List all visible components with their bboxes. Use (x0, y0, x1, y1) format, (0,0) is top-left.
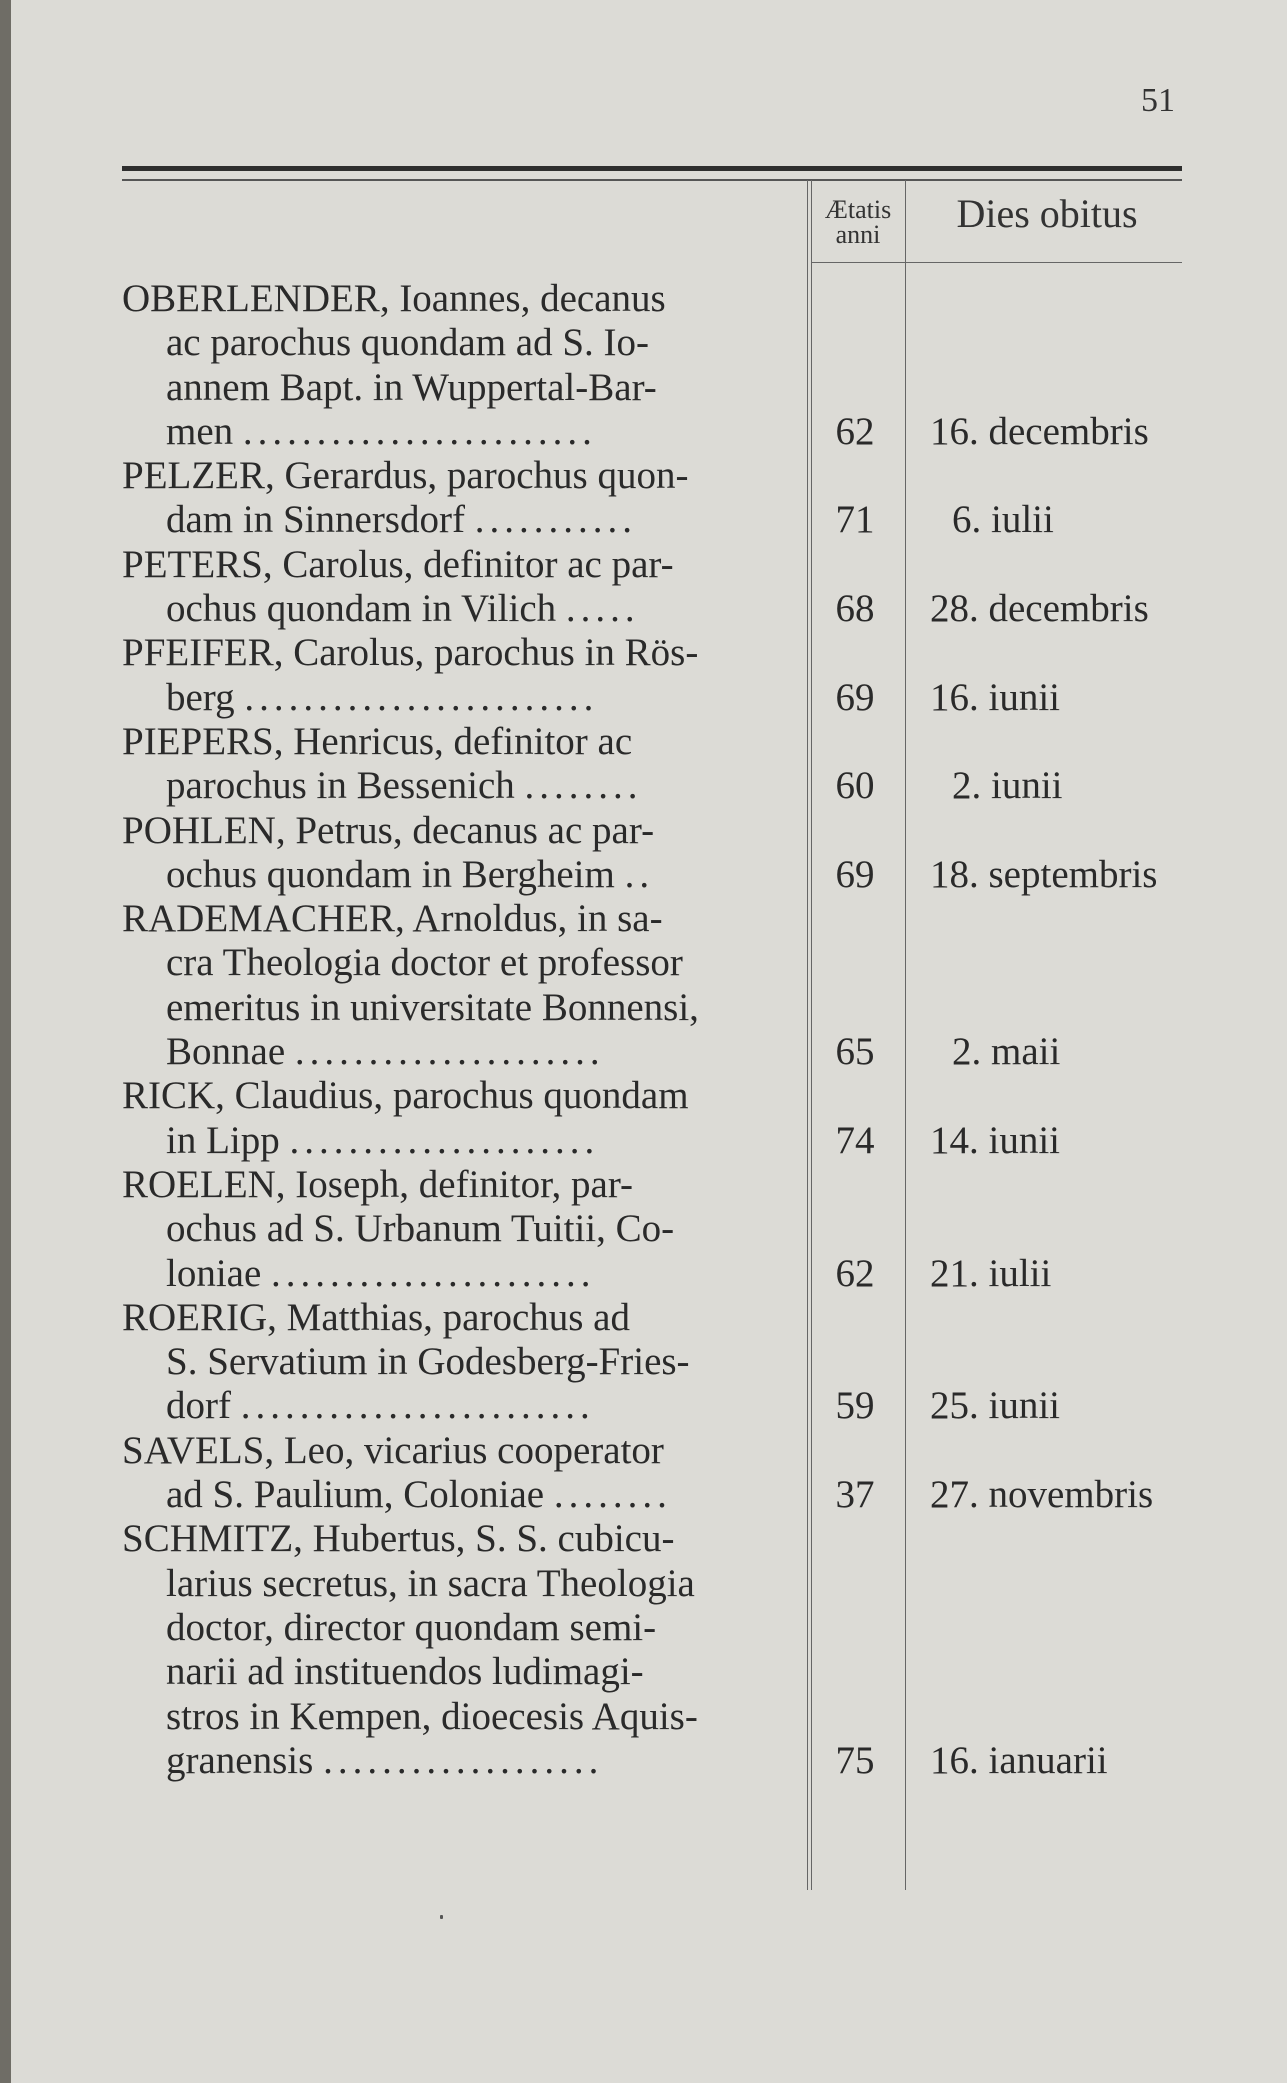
header-age-line1: Ætatis (824, 195, 892, 224)
entry-text: ac parochus quondam ad S. Io- (166, 321, 650, 365)
entry-date-of-death: 28. decembris (930, 587, 1149, 631)
dot-leader: ..................... (294, 1030, 605, 1074)
entry-name-line (122, 1429, 790, 1473)
entry-age: 69 (835, 675, 875, 719)
entry-continuation-line (122, 1473, 790, 1517)
header-date-of-death: Dies obitus (956, 191, 1138, 236)
entry-description (122, 454, 790, 543)
page-edge (0, 0, 11, 2083)
entry-age: 60 (835, 764, 875, 808)
entry-age: 62 (835, 409, 875, 453)
entry-continuation-line (122, 1340, 790, 1384)
entry-description (122, 1163, 790, 1296)
entry-continuation-line (122, 1562, 790, 1606)
entry-text: larius secretus, in sacra Theologia (166, 1561, 695, 1605)
obituary-table-body (122, 277, 1222, 1783)
dot-leader: ................... (323, 1738, 604, 1782)
entry-date-of-death: 16. ianuarii (930, 1738, 1108, 1782)
entry-age: 62 (835, 1251, 875, 1295)
entry-continuation-line (122, 321, 790, 365)
entry-description (122, 897, 790, 1074)
entry-description (122, 543, 790, 632)
entry-text: PETERS, Carolus, definitor ac par- (122, 542, 674, 586)
entry-text: stros in Kempen, dioecesis Aquis- (166, 1694, 698, 1738)
entry-continuation-line (122, 1207, 790, 1251)
dot-leader: ........................ (244, 675, 599, 719)
entry-text: PFEIFER, Carolus, parochus in Rös- (122, 631, 699, 675)
entry-text: berg (166, 675, 235, 719)
entry-text: Bonnae (166, 1030, 286, 1074)
entry-date-of-death: 6. iulii (952, 498, 1054, 542)
entry-date-of-death: 27. novembris (930, 1473, 1154, 1517)
entry-description (122, 277, 790, 454)
entry-name-line (122, 1163, 790, 1207)
page-number: 51 (1141, 82, 1175, 119)
entry-continuation-line (122, 1252, 790, 1296)
dot-leader: ........... (474, 498, 637, 542)
header-age-line2: anni (835, 220, 881, 249)
table-row (122, 1517, 1222, 1783)
entry-date-of-death: 21. iulii (930, 1251, 1052, 1295)
print-speck (440, 1915, 443, 1919)
table-row (122, 1296, 1222, 1429)
table-row (122, 631, 1222, 720)
entry-name-line (122, 543, 790, 587)
table-row (122, 1163, 1222, 1296)
entry-name-line (122, 277, 790, 321)
dot-leader: ...................... (271, 1251, 596, 1295)
entry-text: ROERIG, Matthias, parochus ad (122, 1295, 630, 1339)
entry-text: ochus ad S. Urbanum Tuitii, Co- (166, 1207, 675, 1251)
entry-age: 37 (835, 1473, 875, 1517)
dot-leader: ........................ (242, 409, 597, 453)
dot-leader: ........ (553, 1473, 672, 1517)
header-underline (812, 262, 1182, 263)
entry-text: loniae (166, 1251, 262, 1295)
entry-text: ochus quondam in Bergheim (166, 852, 615, 896)
entry-description (122, 720, 790, 809)
entry-date-of-death: 16. decembris (930, 409, 1149, 453)
entry-text: S. Servatium in Godesberg-Fries- (166, 1340, 690, 1384)
header-age (815, 197, 901, 247)
entry-date-of-death: 18. septembris (930, 852, 1158, 896)
entry-date-of-death: 2. maii (952, 1030, 1061, 1074)
entry-age: 74 (835, 1118, 875, 1162)
entry-description (122, 1429, 790, 1518)
entry-age: 65 (835, 1030, 875, 1074)
entry-text: ROELEN, Ioseph, definitor, par- (122, 1162, 634, 1206)
entry-date-of-death: 14. iunii (930, 1118, 1061, 1162)
table-row (122, 720, 1222, 809)
entry-text: ad S. Paulium, Coloniae (166, 1473, 545, 1517)
table-row (122, 277, 1222, 454)
entry-name-line (122, 720, 790, 764)
entry-text: men (166, 409, 234, 453)
entry-age: 75 (835, 1738, 875, 1782)
entry-date-of-death: 2. iunii (952, 764, 1063, 808)
entry-continuation-line (122, 853, 790, 897)
entry-text: RADEMACHER, Arnoldus, in sa- (122, 897, 663, 941)
entry-continuation-line (122, 410, 790, 454)
entry-continuation-line (122, 587, 790, 631)
dot-leader: ........................ (240, 1384, 595, 1428)
entry-continuation-line (122, 1739, 790, 1783)
entry-text: ochus quondam in Vilich (166, 587, 557, 631)
entry-continuation-line (122, 1119, 790, 1163)
entry-text: dorf (166, 1384, 231, 1428)
table-row (122, 543, 1222, 632)
entry-text: OBERLENDER, Ioannes, decanus (122, 277, 666, 320)
header-rule-thin (122, 179, 1182, 181)
entry-name-line (122, 897, 790, 941)
entry-name-line (122, 1296, 790, 1340)
entry-description (122, 1296, 790, 1429)
table-row (122, 1074, 1222, 1163)
entry-description (122, 1074, 790, 1163)
entry-name-line (122, 1074, 790, 1118)
entry-age: 59 (835, 1384, 875, 1428)
entry-name-line (122, 1517, 790, 1561)
entry-text: SCHMITZ, Hubertus, S. S. cubicu- (122, 1517, 675, 1561)
entry-continuation-line (122, 498, 790, 542)
entry-text: parochus in Bessenich (166, 764, 515, 808)
entry-date-of-death: 16. iunii (930, 675, 1061, 719)
entry-continuation-line (122, 1695, 790, 1739)
entry-name-line (122, 631, 790, 675)
entry-text: PIEPERS, Henricus, definitor ac (122, 719, 633, 763)
entry-text: doctor, director quondam semi- (166, 1605, 657, 1649)
entry-age: 71 (835, 498, 875, 542)
dot-leader: ........ (524, 764, 643, 808)
entry-name-line (122, 454, 790, 498)
entry-age: 69 (835, 852, 875, 896)
entry-text: PELZER, Gerardus, parochus quon- (122, 454, 689, 498)
entry-continuation-line (122, 764, 790, 808)
header-rule-thick (122, 166, 1182, 171)
entry-continuation-line (122, 1384, 790, 1428)
entry-text: cra Theologia doctor et professor (166, 941, 683, 985)
entry-name-line (122, 809, 790, 853)
dot-leader: ..... (565, 587, 640, 631)
dot-leader: .. (624, 852, 655, 896)
entry-continuation-line (122, 1650, 790, 1694)
table-row (122, 1429, 1222, 1518)
entry-text: narii ad instituendos ludimagi- (166, 1650, 644, 1694)
entry-text: SAVELS, Leo, vicarius cooperator (122, 1428, 664, 1472)
entry-continuation-line (122, 676, 790, 720)
entry-date-of-death: 25. iunii (930, 1384, 1061, 1428)
entry-text: granensis (166, 1738, 314, 1782)
table-row (122, 454, 1222, 543)
entry-text: RICK, Claudius, parochus quondam (122, 1074, 689, 1118)
entry-text: dam in Sinnersdorf (166, 498, 465, 542)
entry-text: in Lipp (166, 1118, 280, 1162)
entry-continuation-line (122, 1030, 790, 1074)
entry-continuation-line (122, 366, 790, 410)
entry-description (122, 631, 790, 720)
entry-description (122, 809, 790, 898)
entry-age: 68 (835, 587, 875, 631)
entry-continuation-line (122, 1606, 790, 1650)
table-row (122, 809, 1222, 898)
entry-text: POHLEN, Petrus, decanus ac par- (122, 808, 655, 852)
entry-continuation-line (122, 941, 790, 985)
table-row (122, 897, 1222, 1074)
entry-description (122, 1517, 790, 1783)
dot-leader: ..................... (289, 1118, 600, 1162)
entry-continuation-line (122, 986, 790, 1030)
entry-text: annem Bapt. in Wuppertal-Bar- (166, 365, 657, 409)
entry-text: emeritus in universitate Bonnensi, (166, 985, 699, 1029)
